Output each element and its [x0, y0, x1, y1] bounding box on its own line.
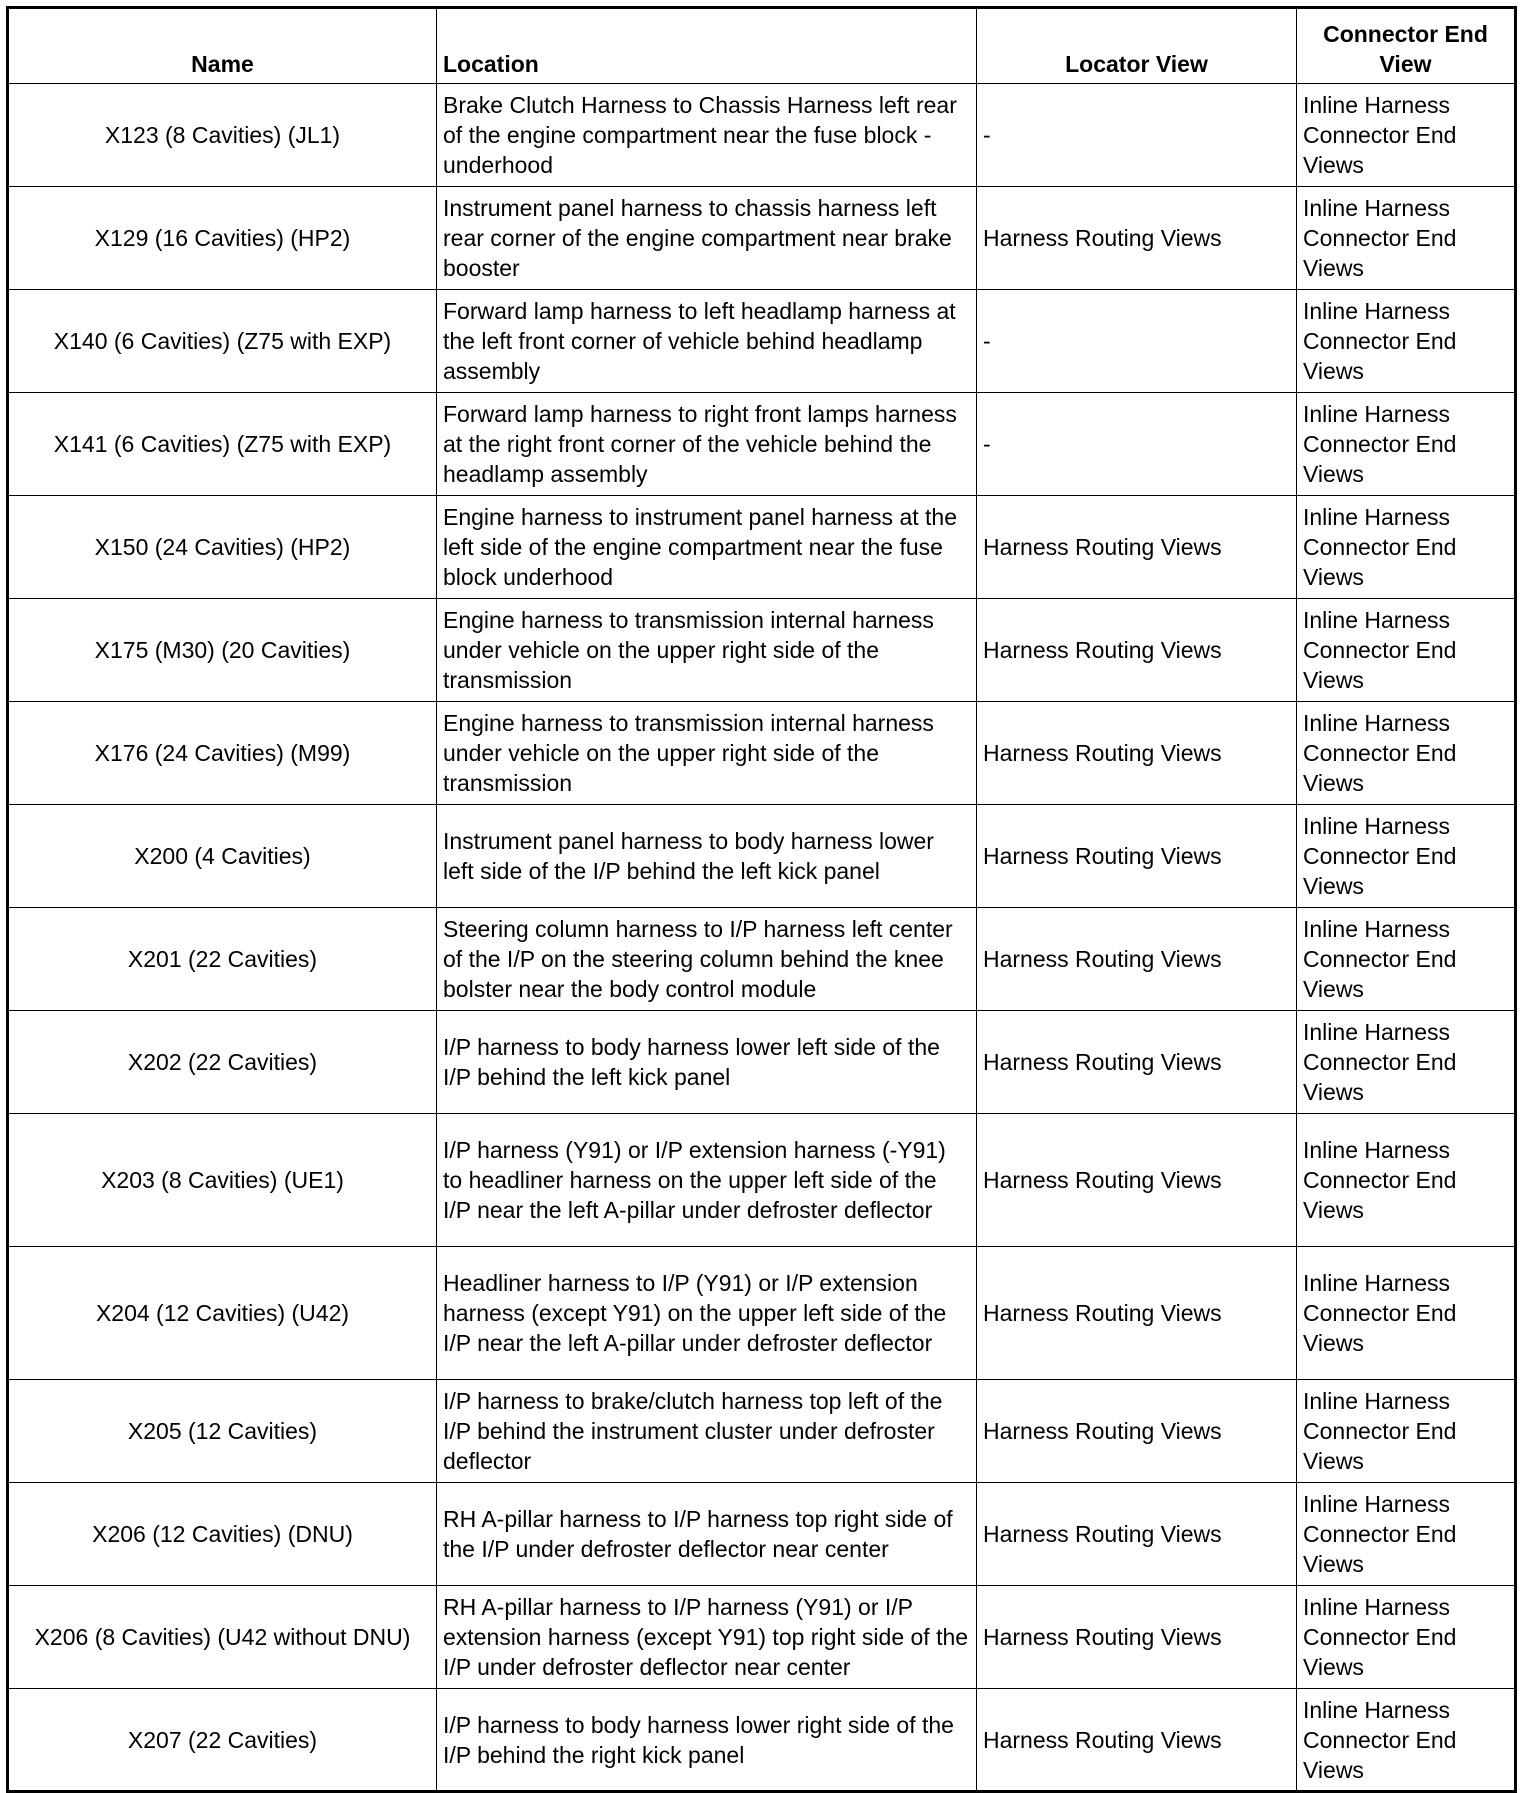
cell-locator-view: Harness Routing Views: [977, 187, 1297, 290]
cell-name: X176 (24 Cavities) (M99): [8, 702, 437, 805]
cell-location: Forward lamp harness to right front lamps harness at the right front corner of the vehicle behind the headlamp assembly: [437, 393, 977, 496]
cell-location: I/P harness (Y91) or I/P extension harness (-Y91) to headliner harness on the upper left side of the I/P near the left A-pillar under defroster deflector: [437, 1114, 977, 1247]
cell-name: X150 (24 Cavities) (HP2): [8, 496, 437, 599]
column-header-connector-end-view: Connector End View: [1297, 8, 1516, 84]
cell-connector-end-view: Inline Harness Connector End Views: [1297, 1689, 1516, 1792]
cell-connector-end-view: Inline Harness Connector End Views: [1297, 908, 1516, 1011]
cell-connector-end-view: Inline Harness Connector End Views: [1297, 1247, 1516, 1380]
cell-name: X141 (6 Cavities) (Z75 with EXP): [8, 393, 437, 496]
cell-location: Brake Clutch Harness to Chassis Harness left rear of the engine compartment near the fuse block - underhood: [437, 84, 977, 187]
table-row: [8, 1011, 1516, 1114]
cell-locator-view: Harness Routing Views: [977, 1011, 1297, 1114]
cell-location: Engine harness to transmission internal harness under vehicle on the upper right side of the transmission: [437, 599, 977, 702]
cell-name: X207 (22 Cavities): [8, 1689, 437, 1792]
cell-location: I/P harness to body harness lower left side of the I/P behind the left kick panel: [437, 1011, 977, 1114]
cell-location: Engine harness to transmission internal harness under vehicle on the upper right side of the transmission: [437, 702, 977, 805]
cell-name: X200 (4 Cavities): [8, 805, 437, 908]
cell-name: X140 (6 Cavities) (Z75 with EXP): [8, 290, 437, 393]
cell-locator-view: Harness Routing Views: [977, 702, 1297, 805]
cell-location: I/P harness to brake/clutch harness top left of the I/P behind the instrument cluster under defroster deflector: [437, 1380, 977, 1483]
cell-name: X202 (22 Cavities): [8, 1011, 437, 1114]
cell-connector-end-view: Inline Harness Connector End Views: [1297, 393, 1516, 496]
cell-connector-end-view: Inline Harness Connector End Views: [1297, 84, 1516, 187]
cell-location: RH A-pillar harness to I/P harness top right side of the I/P under defroster deflector near center: [437, 1483, 977, 1586]
table-body: [8, 84, 1516, 1792]
cell-name: X201 (22 Cavities): [8, 908, 437, 1011]
cell-connector-end-view: Inline Harness Connector End Views: [1297, 187, 1516, 290]
cell-connector-end-view: Inline Harness Connector End Views: [1297, 496, 1516, 599]
cell-locator-view: Harness Routing Views: [977, 496, 1297, 599]
table-row: [8, 1114, 1516, 1247]
cell-location: Engine harness to instrument panel harness at the left side of the engine compartment near the fuse block underhood: [437, 496, 977, 599]
table-row: [8, 908, 1516, 1011]
cell-locator-view: Harness Routing Views: [977, 908, 1297, 1011]
table-row: [8, 702, 1516, 805]
table-row: [8, 805, 1516, 908]
cell-locator-view: -: [977, 393, 1297, 496]
cell-connector-end-view: Inline Harness Connector End Views: [1297, 1380, 1516, 1483]
table-row: [8, 1247, 1516, 1380]
cell-connector-end-view: Inline Harness Connector End Views: [1297, 290, 1516, 393]
table-row: [8, 187, 1516, 290]
column-header-name: Name: [8, 8, 437, 84]
cell-name: X175 (M30) (20 Cavities): [8, 599, 437, 702]
column-header-locator-view: Locator View: [977, 8, 1297, 84]
table-row: [8, 1689, 1516, 1792]
column-header-location: Location: [437, 8, 977, 84]
cell-name: X205 (12 Cavities): [8, 1380, 437, 1483]
table-row: [8, 1586, 1516, 1689]
table-row: [8, 393, 1516, 496]
table-row: [8, 84, 1516, 187]
cell-name: X206 (12 Cavities) (DNU): [8, 1483, 437, 1586]
cell-connector-end-view: Inline Harness Connector End Views: [1297, 599, 1516, 702]
table-row: [8, 1380, 1516, 1483]
table-row: [8, 290, 1516, 393]
cell-locator-view: Harness Routing Views: [977, 805, 1297, 908]
cell-location: Headliner harness to I/P (Y91) or I/P extension harness (except Y91) on the upper left side of the I/P near the left A-pillar under defroster deflector: [437, 1247, 977, 1380]
cell-connector-end-view: Inline Harness Connector End Views: [1297, 702, 1516, 805]
cell-locator-view: -: [977, 84, 1297, 187]
cell-locator-view: Harness Routing Views: [977, 1380, 1297, 1483]
cell-locator-view: Harness Routing Views: [977, 1247, 1297, 1380]
cell-location: Instrument panel harness to body harness lower left side of the I/P behind the left kick panel: [437, 805, 977, 908]
table-row: [8, 496, 1516, 599]
cell-location: Steering column harness to I/P harness left center of the I/P on the steering column behind the knee bolster near the body control module: [437, 908, 977, 1011]
cell-connector-end-view: Inline Harness Connector End Views: [1297, 1011, 1516, 1114]
table-row: [8, 599, 1516, 702]
cell-name: X203 (8 Cavities) (UE1): [8, 1114, 437, 1247]
cell-locator-view: Harness Routing Views: [977, 599, 1297, 702]
cell-locator-view: Harness Routing Views: [977, 1689, 1297, 1792]
cell-connector-end-view: Inline Harness Connector End Views: [1297, 1483, 1516, 1586]
cell-location: Instrument panel harness to chassis harness left rear corner of the engine compartment near brake booster: [437, 187, 977, 290]
cell-name: X129 (16 Cavities) (HP2): [8, 187, 437, 290]
header-row: [8, 8, 1516, 84]
cell-name: X123 (8 Cavities) (JL1): [8, 84, 437, 187]
cell-locator-view: -: [977, 290, 1297, 393]
cell-locator-view: Harness Routing Views: [977, 1114, 1297, 1247]
cell-location: I/P harness to body harness lower right side of the I/P behind the right kick panel: [437, 1689, 977, 1792]
cell-locator-view: Harness Routing Views: [977, 1483, 1297, 1586]
cell-locator-view: Harness Routing Views: [977, 1586, 1297, 1689]
cell-location: RH A-pillar harness to I/P harness (Y91) or I/P extension harness (except Y91) top right side of the I/P under defroster deflector near center: [437, 1586, 977, 1689]
cell-connector-end-view: Inline Harness Connector End Views: [1297, 1114, 1516, 1247]
cell-name: X204 (12 Cavities) (U42): [8, 1247, 437, 1380]
cell-connector-end-view: Inline Harness Connector End Views: [1297, 805, 1516, 908]
cell-connector-end-view: Inline Harness Connector End Views: [1297, 1586, 1516, 1689]
cell-location: Forward lamp harness to left headlamp harness at the left front corner of vehicle behind headlamp assembly: [437, 290, 977, 393]
cell-name: X206 (8 Cavities) (U42 without DNU): [8, 1586, 437, 1689]
connector-table: [6, 6, 1517, 1793]
table-row: [8, 1483, 1516, 1586]
